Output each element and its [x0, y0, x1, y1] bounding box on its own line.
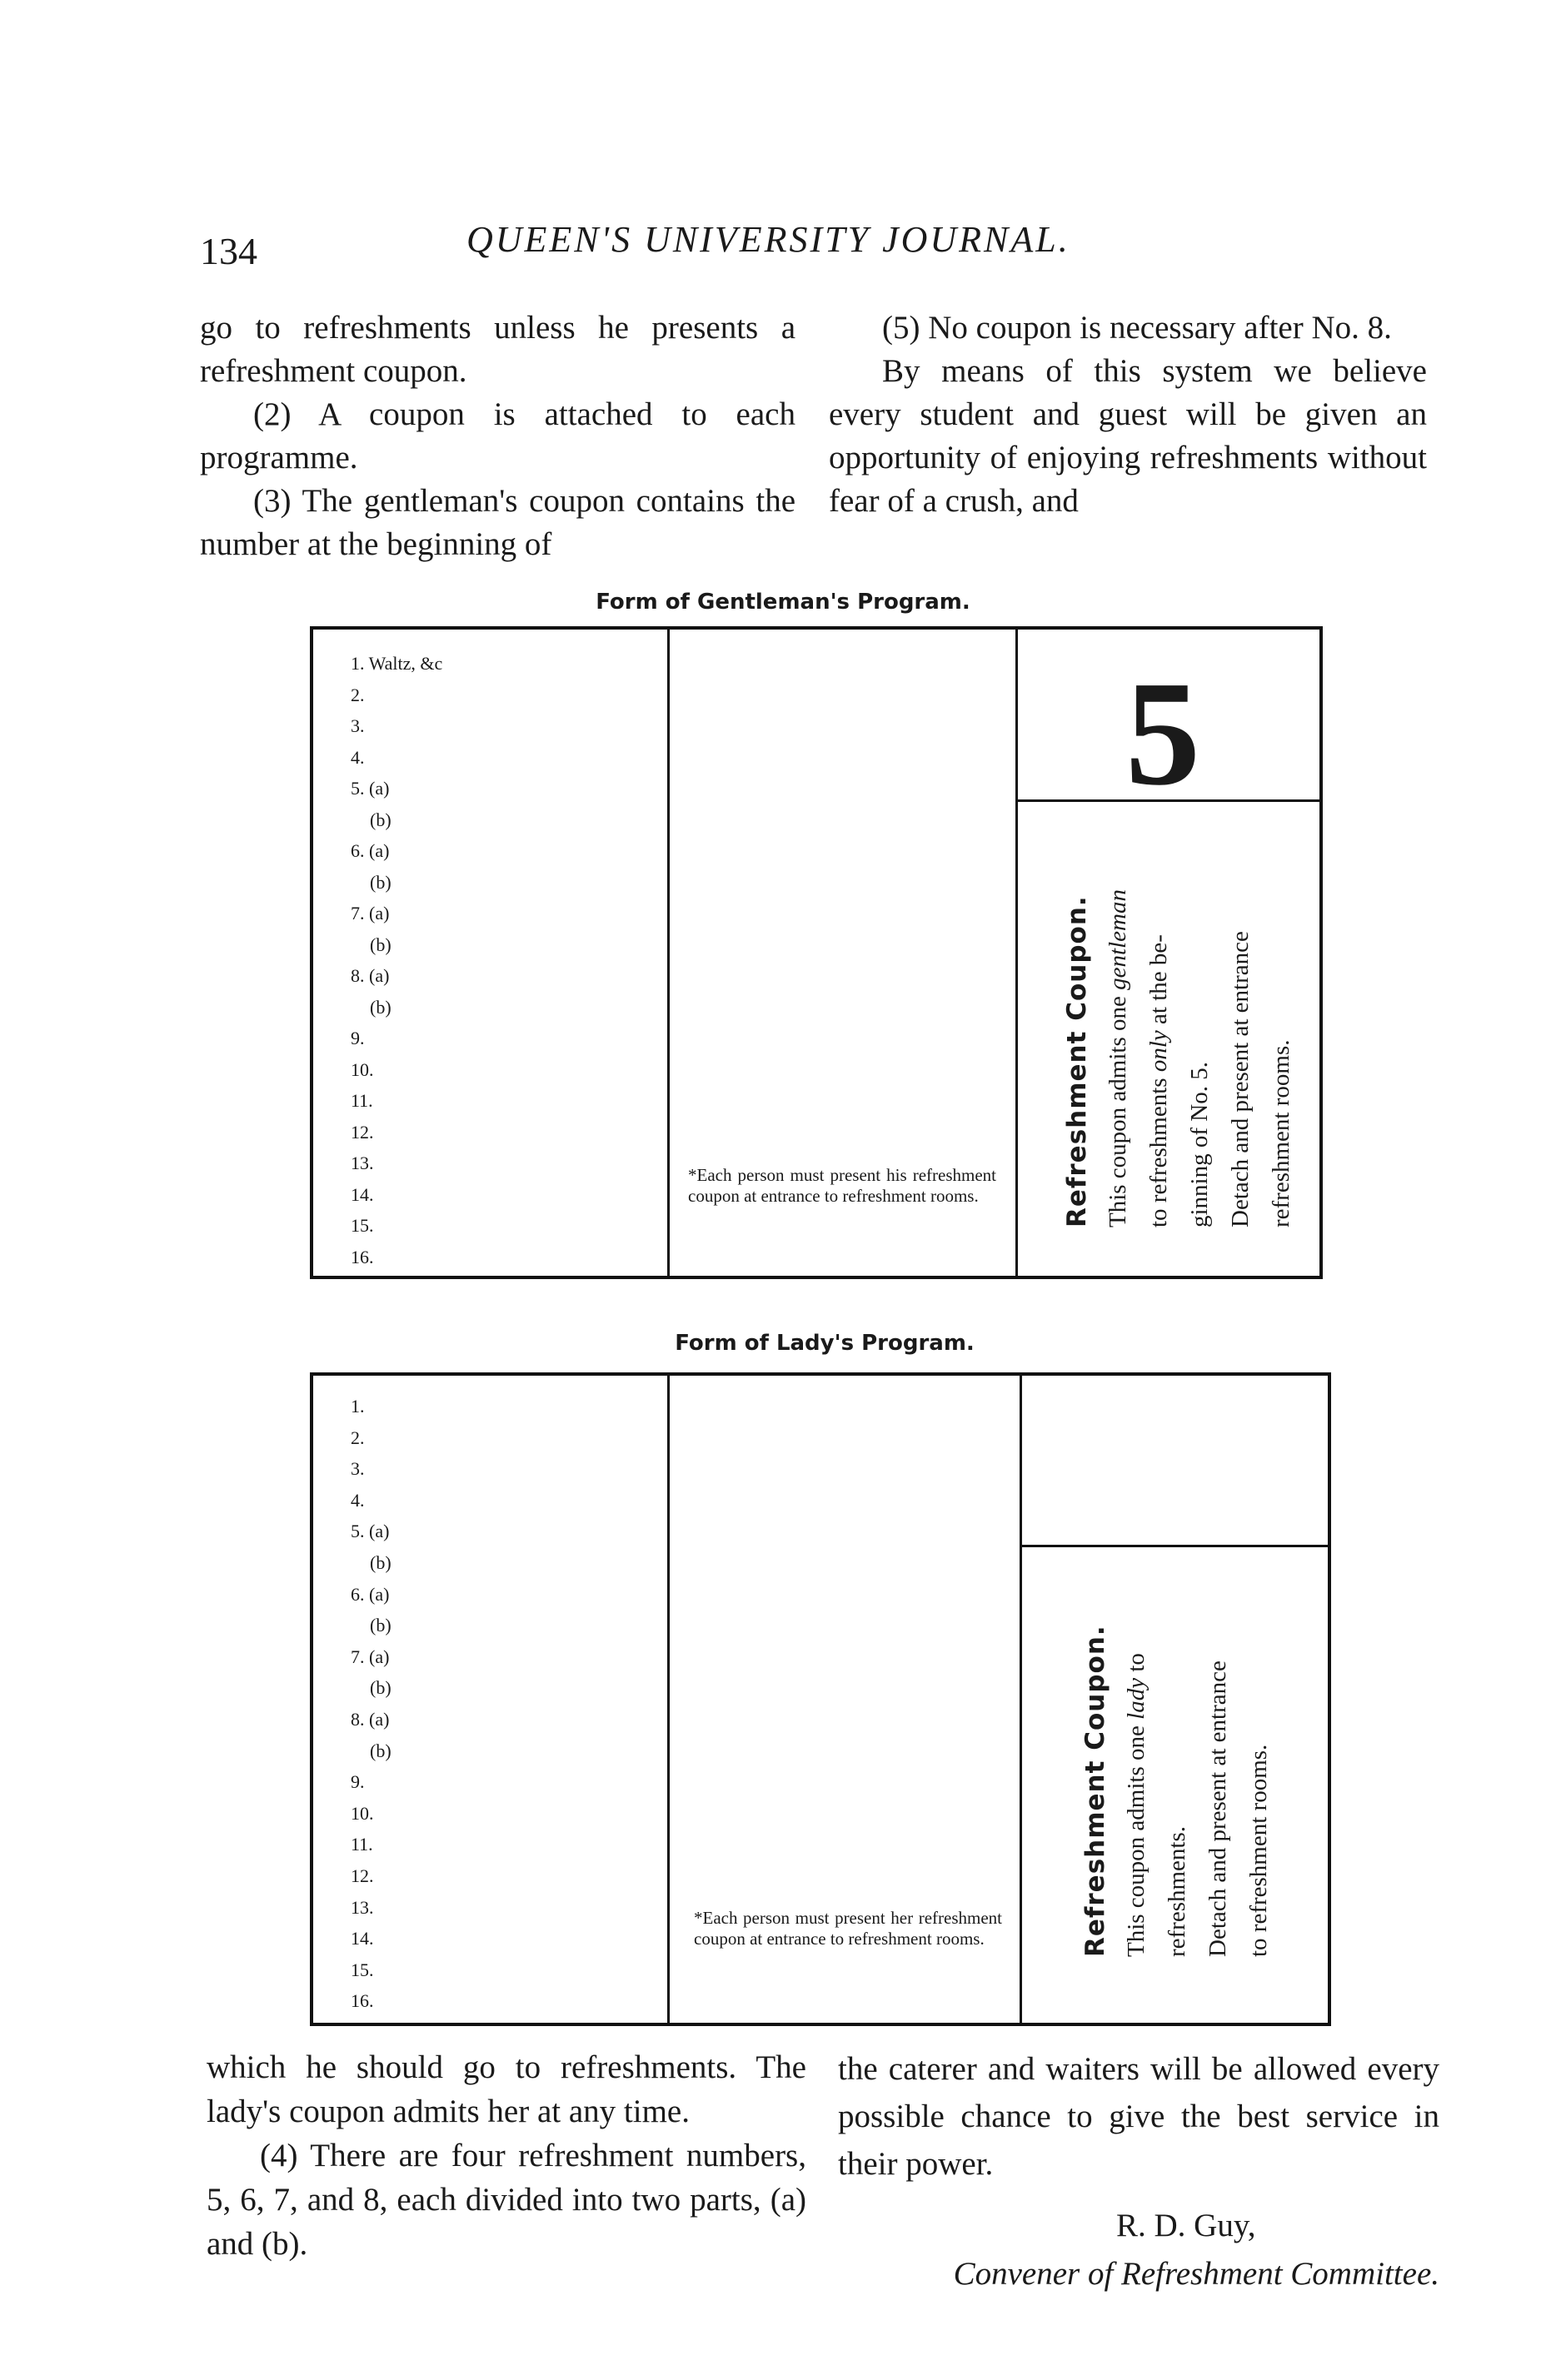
paragraph: the caterer and waiters will be allowed every possible chance to give the best service in their power. [838, 2051, 1439, 2182]
paragraph: (2) A coupon is attached to each programme. [200, 396, 795, 476]
program-line: 1. Waltz, &c [351, 653, 443, 674]
program-line: (b) [370, 1552, 391, 1573]
coupon-line: Detach and present at entrance [1227, 931, 1254, 1227]
program-line: 12. [351, 1865, 374, 1886]
program-line: (b) [370, 934, 391, 955]
program-line: (b) [370, 1740, 391, 1761]
program-line: 2. [351, 684, 365, 705]
lady-refreshment-coupon [1075, 1625, 1279, 1957]
program-line: 7. (a) [351, 1646, 390, 1667]
top-left-column [200, 306, 795, 566]
program-line: 6. (a) [351, 1583, 390, 1605]
program-line: 11. [351, 1834, 373, 1855]
coupon-line: Detach and present at entrance [1204, 1661, 1231, 1957]
signature-name: R. D. Guy, [1116, 2208, 1256, 2243]
program-line: 8. (a) [351, 965, 390, 986]
coupon-line: to refreshment rooms. [1245, 1744, 1272, 1957]
program-line: 1. [351, 1396, 365, 1417]
coupon-line: refreshments. [1164, 1825, 1190, 1957]
program-line: 16. [351, 1246, 374, 1267]
program-line: 14. [351, 1183, 374, 1205]
coupon-line: refreshment rooms. [1268, 1039, 1294, 1227]
program-line: 13. [351, 1896, 374, 1918]
coupon-line: ginning of No. 5. [1186, 1062, 1213, 1227]
coupon-line: to refreshments only at the be- [1145, 934, 1172, 1227]
program-line: 10. [351, 1058, 374, 1080]
page-number: 134 [200, 230, 257, 272]
program-line: (b) [370, 1677, 391, 1699]
paragraph: go to refreshments unless he presents a refreshment coupon. [200, 310, 795, 389]
coupon-title: Refreshment Coupon. [1062, 895, 1092, 1227]
paragraph: (5) No coupon is necessary after No. 8. [882, 310, 1392, 346]
coupon-line: This coupon admits one lady to [1123, 1653, 1150, 1957]
paragraph: (4) There are four refreshment numbers, 5, 6, 7, and 8, each divided into two parts, (a) and (b). [207, 2138, 806, 2262]
bottom-right-column [838, 2045, 1439, 2188]
program-line: 3. [351, 1458, 365, 1480]
program-line: (b) [370, 871, 391, 893]
lady-form-title: Form of Lady's Program. [675, 1331, 975, 1356]
program-line: 13. [351, 1153, 374, 1173]
program-line: 16. [351, 1990, 374, 2012]
program-line: (b) [370, 809, 391, 830]
program-line: 4. [351, 746, 365, 768]
program-line: 14. [351, 1928, 374, 1949]
program-line: (b) [370, 996, 391, 1018]
program-line: 8. (a) [351, 1709, 390, 1730]
program-line: 6. (a) [351, 840, 390, 861]
program-line: 4. [351, 1489, 365, 1511]
program-line: 12. [351, 1121, 374, 1143]
gent-program-form [310, 626, 1323, 1279]
coupon-line: This coupon admits one gentleman [1105, 889, 1131, 1227]
program-line: 15. [351, 1959, 374, 1980]
program-line: 2. [351, 1427, 365, 1448]
program-line: 9. [351, 1028, 365, 1048]
paragraph: which he should go to refreshments. The lady's coupon admits her at any time. [207, 2049, 806, 2129]
program-line: 7. (a) [351, 903, 390, 924]
paragraph: By means of this system we believe every student and guest will be given an opportunity of enjoying refreshments without fear of a crush, and [829, 353, 1427, 519]
coupon-number: 5 [1125, 650, 1200, 816]
bottom-left-column [207, 2045, 806, 2266]
lady-program-form [310, 1372, 1331, 2026]
program-line: 10. [351, 1802, 374, 1824]
gent-form-title: Form of Gentleman's Program. [596, 590, 970, 615]
lady-note: *Each person must present her refreshment coupon at entrance to refreshment rooms. [694, 1908, 1002, 1949]
journal-title: QUEEN'S UNIVERSITY JOURNAL. [466, 219, 1070, 260]
top-right-column [829, 306, 1427, 523]
program-line: (b) [370, 1615, 391, 1636]
coupon-title: Refreshment Coupon. [1080, 1625, 1110, 1957]
paragraph: (3) The gentleman's coupon contains the number at the beginning of [200, 483, 795, 562]
signature-role: Convener of Refreshment Committee. [953, 2256, 1439, 2292]
program-line: 3. [351, 715, 365, 736]
gent-note: *Each person must present his refreshment coupon at entrance to refreshment rooms. [688, 1165, 996, 1206]
program-line: 5. (a) [351, 778, 390, 799]
program-line: 5. (a) [351, 1521, 390, 1542]
gent-refreshment-coupon [1057, 889, 1302, 1227]
program-line: 15. [351, 1215, 374, 1236]
program-line: 11. [351, 1090, 373, 1111]
program-line: 9. [351, 1771, 365, 1793]
